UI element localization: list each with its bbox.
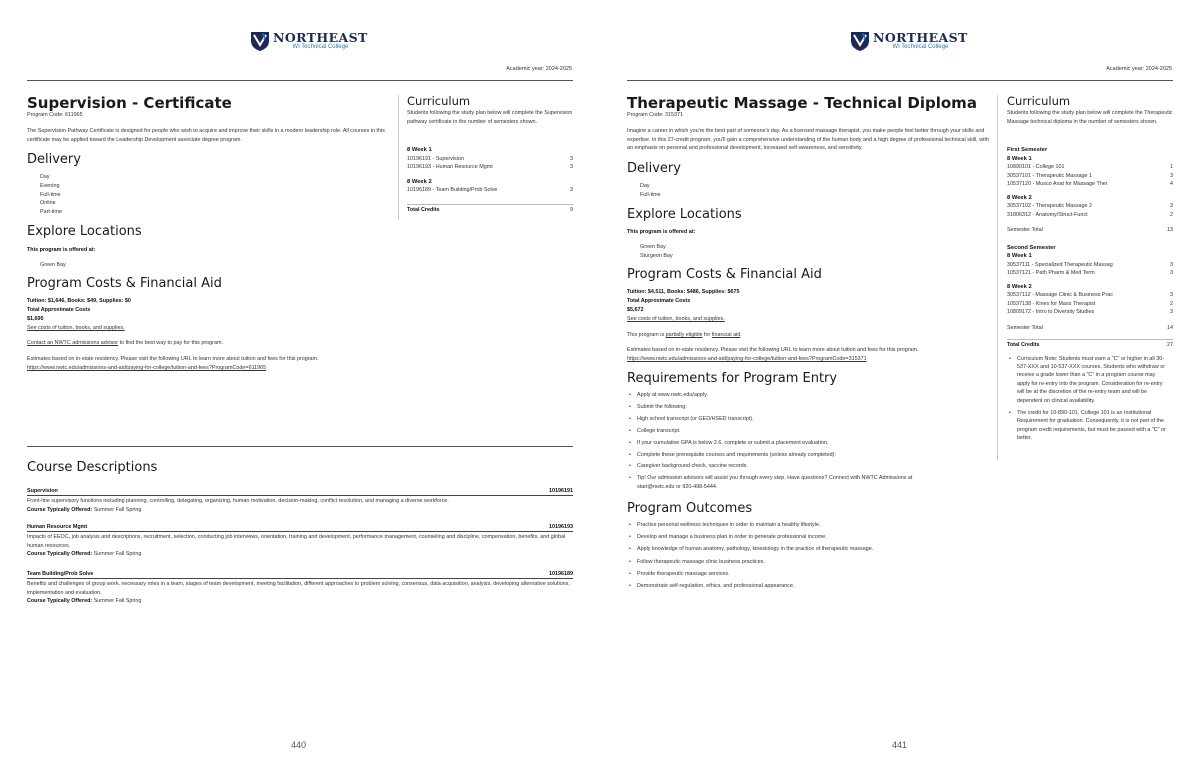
- logo-subtitle: WI Technical College: [292, 44, 349, 50]
- delivery-item: Full-time: [640, 191, 661, 198]
- total-cost-value: $5,672: [627, 307, 644, 313]
- curriculum-heading: Curriculum: [407, 94, 471, 108]
- aid-end-text: .: [740, 332, 742, 338]
- requirement-item: • If your cumulative GPA is below 2.6, complete or submit a placement evaluation.: [627, 439, 957, 447]
- curriculum-intro: Students following the study plan below will complete the Supervision pathway certificate in the number of semesters shown.: [407, 110, 573, 125]
- program-title: Therapeutic Massage - Technical Diploma: [627, 94, 977, 112]
- total-credits-value: 27: [1167, 342, 1173, 348]
- outcome-item: • Develop and manage a business plan in order to generate professional income.: [627, 533, 987, 541]
- course-name: 10537121 - Path Pharm & Med Term: [1007, 270, 1095, 276]
- header-rule: [27, 80, 573, 81]
- shield-logo-icon: [250, 30, 270, 52]
- program-intro: The Supervision Pathway Certificate is designed for people who wish to acquire and improve their skills in a modern leadership role. All courses in this certificate may be applied toward the Leadership Development associate degree program.: [27, 128, 385, 143]
- requirement-item: • Caregiver background check, vaccine records.: [627, 462, 957, 470]
- course-header: [27, 524, 573, 532]
- course-row: [1007, 180, 1173, 189]
- requirements-list: [627, 391, 957, 491]
- requirement-item: • Submit the following:: [627, 403, 957, 411]
- contact-advisor-link[interactable]: Contact an NWTC admissions advisor: [27, 340, 119, 346]
- financial-aid-link[interactable]: financial aid: [711, 332, 741, 338]
- course-name: 30537101 - Therapeutic Massage 1: [1007, 172, 1093, 179]
- offered-label: Course Typically Offered:: [27, 598, 93, 605]
- course-code: 10196191: [549, 488, 573, 494]
- see-costs-link[interactable]: See costs of tuition, books, and supplies.: [27, 325, 125, 331]
- page-441: [600, 0, 1200, 776]
- total-credits-label: Total Credits: [407, 206, 440, 213]
- course-credits: 4: [1170, 181, 1173, 187]
- costs-heading: Program Costs & Financial Aid: [27, 276, 222, 291]
- week-label: 8 Week 1: [1007, 253, 1032, 259]
- week-label: 8 Week 2: [407, 178, 432, 185]
- college-logo: [250, 30, 368, 52]
- outcome-item: • Provide therapeutic massage services.: [627, 570, 987, 578]
- tuition-line: Tuition: $1,646, Books: $49, Supplies: $0: [27, 298, 131, 304]
- course-name: 31806312 - Anatomy/Struct-Funct: [1007, 211, 1088, 218]
- course-row: [407, 155, 573, 164]
- offered-value: Summer Fall Spring: [92, 598, 142, 605]
- course-desc-text: Impacts of EEOC, job analysis and descriptions, recruitment, selection, conducting job interviews, orientation, training and development, performance management, counseling and discipline, compensation, benefits, and global human resources.: [27, 534, 566, 549]
- section-rule: [27, 446, 573, 447]
- delivery-item: Day: [640, 183, 650, 189]
- aid-mid-text: for: [702, 332, 712, 338]
- semester-total-row: [1007, 324, 1173, 333]
- total-credits-row: [1007, 339, 1173, 350]
- curriculum-intro: Students following the study plan below will complete the Therapeutic Massage technical diploma in the number of semesters shown.: [1007, 110, 1173, 125]
- course-credits: 3: [1170, 309, 1173, 315]
- contact-line: [27, 339, 223, 348]
- requirement-item: • Complete these prerequisite courses and requirements (unless already completed):: [627, 451, 957, 459]
- column-divider: [997, 95, 998, 460]
- delivery-item: Day: [40, 174, 50, 180]
- location-item: Green Bay: [640, 244, 666, 250]
- course-row: [1007, 172, 1173, 181]
- course-name: 10537138 - Kines for Mass Therapist: [1007, 300, 1096, 307]
- tuition-line: Tuition: $4,511, Books: $486, Supplies: $675: [627, 289, 740, 295]
- delivery-item: Evening: [40, 182, 60, 189]
- course-header: [27, 571, 573, 579]
- semester-total-label: Semester Total: [1007, 324, 1043, 331]
- semester-total-value: 14: [1167, 324, 1173, 331]
- course-description: [27, 524, 573, 559]
- course-row: [1007, 291, 1173, 300]
- aid-eligibility: [627, 331, 742, 340]
- curriculum-heading: Curriculum: [1007, 94, 1071, 108]
- semester-total-row: [1007, 226, 1173, 235]
- tuition-url-link[interactable]: https://www.nwtc.edu/admissions-and-aid/paying-for-college/tuition-and-fees?ProgramCode=611965: [27, 365, 267, 371]
- course-credits: 2: [1170, 211, 1173, 218]
- total-cost-value: $1,695: [27, 316, 44, 322]
- course-code: 10196189: [549, 571, 573, 577]
- curriculum-note: • The credit for 10-890-101, College 101 is an Institutional Requirement for graduation. Consequently, it is not part of the program credit requirements, but must be passed with a "C" or better.: [1007, 409, 1167, 443]
- total-credits-value: 9: [570, 206, 573, 213]
- college-logo: [850, 30, 968, 52]
- offered-value: Summer Fall Spring: [92, 506, 142, 513]
- course-row: [407, 186, 573, 195]
- course-name: 10890101 - College 101: [1007, 164, 1065, 170]
- outcomes-heading: Program Outcomes: [627, 501, 753, 516]
- course-row: [1007, 261, 1173, 270]
- location-item: Sturgeon Bay: [640, 252, 673, 259]
- semester-label: Second Semester: [1007, 244, 1056, 251]
- shield-logo-icon: [850, 30, 870, 52]
- course-name: 10196189 - Team Building/Prob Solve: [407, 187, 498, 193]
- page-number: 440: [291, 740, 307, 750]
- course-credits: 1: [1170, 164, 1173, 170]
- semester-total-value: 13: [1167, 227, 1173, 233]
- program-code: Program Code: 315371: [627, 112, 684, 118]
- tuition-url-link[interactable]: https://www.nwtc.edu/admissions-and-aid/paying-for-college/tuition-and-fees?ProgramCode=315371: [627, 356, 867, 362]
- requirements-heading: Requirements for Program Entry: [627, 371, 838, 386]
- locations-heading: Explore Locations: [627, 207, 742, 222]
- course-name: 10809172 - Intro to Diversity Studies: [1007, 309, 1095, 315]
- curriculum-table: [1007, 146, 1173, 443]
- course-row: [407, 163, 573, 172]
- contact-rest-text: to find the best way to pay for this program.: [118, 340, 223, 346]
- course-credits: 3: [570, 164, 573, 170]
- course-row: [1007, 308, 1173, 317]
- course-offered: [27, 550, 573, 559]
- course-credits: 3: [1170, 292, 1173, 298]
- total-cost-label: Total Approximate Costs: [627, 298, 691, 304]
- logo-name: NORTHEAST: [873, 30, 968, 45]
- course-title: Supervision: [27, 488, 58, 494]
- column-divider: [398, 95, 399, 220]
- locations-heading: Explore Locations: [27, 224, 142, 239]
- semester-label: First Semester: [1007, 147, 1048, 153]
- course-name: 10537120 - Musco Anat for Massage Ther: [1007, 181, 1108, 187]
- logo-subtitle: WI Technical College: [892, 44, 949, 50]
- delivery-item: Full-time: [40, 191, 61, 198]
- course-row: [1007, 211, 1173, 220]
- offered-label: Course Typically Offered:: [27, 551, 93, 558]
- curriculum-note: • Curriculum Note: Students must earn a "C" or higher in all 30-537-XXX and 10-537-XXX courses. Students who withdraw or receive a grade lower than a "C" in a program course may apply for re-entry into the program. Consideration for re-entry will be at the discretion of the re-entry team and will be dependent on clinical availability.: [1007, 355, 1167, 405]
- week-label: 8 Week 1: [407, 147, 432, 153]
- course-description: [27, 488, 573, 514]
- delivery-list: [640, 182, 661, 200]
- logo-name: NORTHEAST: [273, 30, 368, 45]
- curriculum-table: [407, 146, 573, 214]
- outcome-item: • Demonstrate self-regulation, ethics, and professional appearance.: [627, 582, 987, 590]
- program-intro: Imagine a career in which you're the best part of someone's day. As a licensed massage therapist, you make people feel better through your skills and expertise. In this 27-credit program, you'll gain a comprehensive understanding of the human body and a high degree of professional technical skill, with an emphasis on personal and professional development, increased self-awareness, and sensitivity.: [627, 128, 989, 152]
- delivery-list: [40, 173, 62, 217]
- outcome-item: • Apply knowledge of human anatomy, pathology, kinesiology in the practice of therapeutic massage.: [627, 545, 987, 553]
- offered-value: Summer Fall Spring: [92, 551, 142, 558]
- outcomes-list: [627, 521, 987, 590]
- delivery-item: Online: [40, 200, 56, 207]
- course-credits: 3: [1170, 203, 1173, 209]
- estimates-text: Estimates based on in-state residency. Please visit the following URL to learn more about tuition and fees for this program.: [627, 347, 919, 353]
- total-credits-row: [407, 204, 573, 215]
- offered-at-label: This program is offered at:: [27, 247, 96, 253]
- course-header: [27, 488, 573, 496]
- course-credits: 3: [1170, 172, 1173, 179]
- offered-label: Course Typically Offered:: [27, 506, 93, 513]
- course-credits: 3: [1170, 261, 1173, 268]
- course-desc-text: Front-line supervisory functions including planning, controlling, delegating, organizing, human motivation, decision-making, conflict resolution, and managing a diverse workforce.: [27, 498, 449, 504]
- course-row: [1007, 163, 1173, 172]
- course-offered: [27, 597, 573, 606]
- course-offered: [27, 506, 573, 515]
- outcome-item: • Follow therapeutic massage clinic business practices.: [627, 558, 987, 566]
- total-cost-label: Total Approximate Costs: [27, 307, 91, 313]
- course-row: [1007, 269, 1173, 278]
- aid-pre-text: This program is: [627, 332, 666, 338]
- page-number: 441: [892, 740, 908, 750]
- week-label: 8 Week 2: [1007, 194, 1032, 201]
- course-desc-text: Benefits and challenges of group work, necessary roles in a team, stages of team development, meeting facilitation, different approaches to problem solving, consensus, data acquisition, analysis, developing alternative solutions, implementation and evaluation.: [27, 581, 570, 596]
- course-name: 30537111 - Specialized Therapeutic Massag: [1007, 261, 1113, 268]
- course-title: Team Building/Prob Solve: [27, 571, 94, 577]
- course-name: 30537102 - Therapeutic Massage 2: [1007, 203, 1093, 209]
- program-code: Program Code: 611965: [27, 112, 83, 118]
- academic-year: Academic year: 2024-2025: [1106, 66, 1172, 72]
- see-costs-link[interactable]: See costs of tuition, books, and supplies.: [627, 316, 725, 322]
- total-credits-label: Total Credits: [1007, 342, 1040, 348]
- locations-list: [640, 243, 673, 261]
- delivery-heading: Delivery: [27, 152, 81, 167]
- week-label: 8 Week 1: [1007, 155, 1032, 162]
- course-name: 10196191 - Supervision: [407, 155, 464, 162]
- costs-heading: Program Costs & Financial Aid: [627, 267, 822, 282]
- academic-year: Academic year: 2024-2025: [506, 66, 572, 72]
- course-credits: 2: [1170, 300, 1173, 307]
- header-rule: [627, 80, 1173, 81]
- semester-total-label: Semester Total: [1007, 227, 1043, 233]
- course-row: [1007, 300, 1173, 309]
- requirement-item: • High school transcript (or GED/HSED transcript).: [627, 415, 957, 423]
- offered-at-label: This program is offered at:: [627, 229, 696, 235]
- course-credits: 3: [570, 155, 573, 162]
- requirement-item: • College transcript.: [627, 427, 957, 435]
- location-item: Green Bay: [40, 262, 66, 268]
- course-row: [1007, 202, 1173, 211]
- delivery-heading: Delivery: [627, 161, 681, 176]
- delivery-item: Part-time: [40, 209, 62, 216]
- estimates-text: Estimates based on in-state residency. Please visit the following URL to learn more about tuition and fees for this program.: [27, 356, 319, 362]
- course-description: [27, 571, 573, 606]
- program-title: Supervision - Certificate: [27, 94, 232, 112]
- partially-eligible-link[interactable]: partially eligible: [665, 332, 703, 338]
- requirement-item: • Tip! Our admission advisors will assist you through every step. Have questions? Connect with NWTC Admissions at start@nwtc.edu or 920-498-5444.: [627, 474, 947, 491]
- course-descriptions-heading: Course Descriptions: [27, 460, 158, 475]
- course-title: Human Resource Mgmt: [27, 524, 88, 530]
- curriculum-notes: [1007, 355, 1167, 443]
- requirement-item: • Apply at www.nwtc.edu/apply.: [627, 391, 957, 399]
- course-name: 30537112 - Massage Clinic & Business Prac: [1007, 292, 1113, 298]
- course-name: 10196193 - Human Resource Mgmt: [407, 164, 493, 170]
- course-credits: 3: [570, 187, 573, 193]
- course-credits: 3: [1170, 270, 1173, 276]
- course-code: 10196193: [549, 524, 573, 530]
- week-label: 8 Week 2: [1007, 283, 1032, 290]
- outcome-item: • Practice personal wellness techniques in order to maintain a healthy lifestyle.: [627, 521, 987, 529]
